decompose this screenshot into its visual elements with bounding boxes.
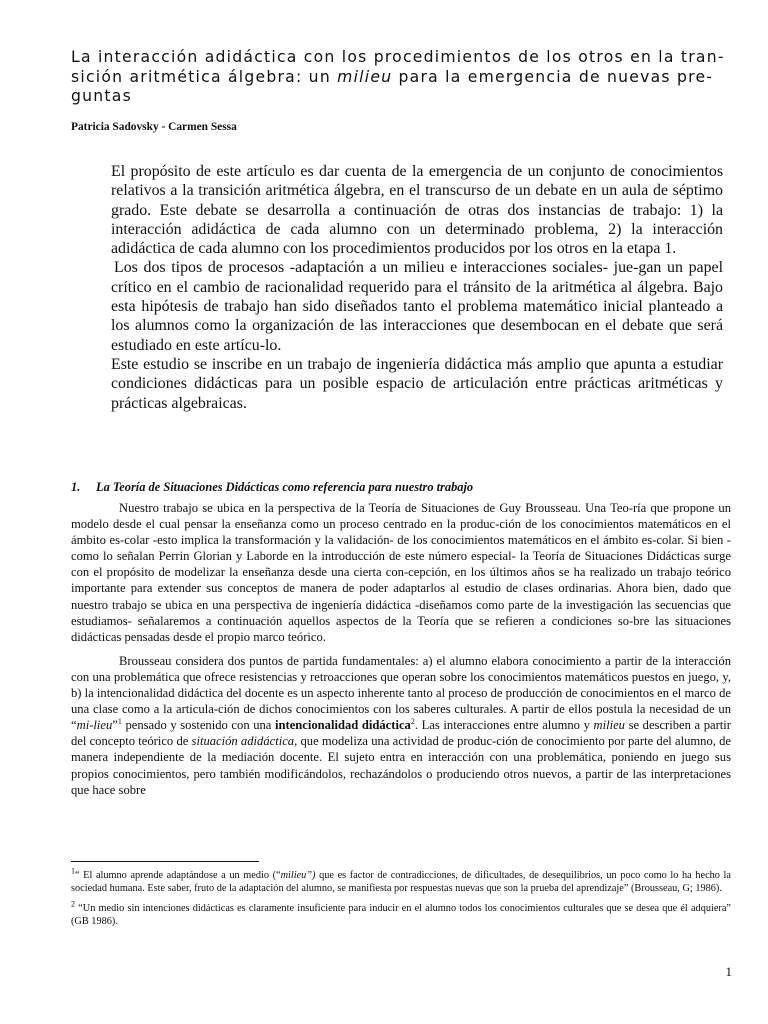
footnote-1-milieu: milieu”) [280,870,316,881]
page-number: 1 [725,964,732,979]
title-line-3: guntas [71,87,132,105]
section-heading [71,480,731,495]
footnote-1-mark: 1 [71,866,75,876]
footnote-ref-2[interactable]: 2 [410,717,415,727]
body-p2-milieu: mi-lieu [76,718,113,733]
body-p2-text-d: se describen a partir del concepto teórico de [71,718,731,749]
title-line-2a: sición aritmética álgebra: un [71,67,338,86]
authors: Patricia Sadovsky - Carmen Sessa [71,121,237,133]
body-p2-milieu-2: milieu [593,718,625,733]
footnote-2-mark: 2 [71,899,75,909]
title-milieu: milieu [337,67,393,86]
body-p2-situacion: situación adidáctica [191,734,295,749]
footnote-1 [71,866,731,895]
article-title [71,48,731,107]
abstract [111,162,723,413]
footnote-divider [71,861,259,862]
title-line-2b: para la emergencia de nuevas pre- [392,67,714,86]
abstract-paragraph-2: Los dos tipos de procesos -adaptación a un milieu e interacciones sociales- jue-gan un papel crítico en el cambio de racionalidad requerido para el tránsito de la aritmética al álgebra. Bajo esta hipótesis de trabajo han sido diseñados tanto el problema matemático inicial planteado a los alumnos como la organización de las interacciones que desembocan en el debate que será estudiado en este artícu-lo. [111,259,723,354]
body-p2-text-a: Brousseau considera dos puntos de partida fundamentales: a) el alumno elabora conocimiento a partir de la interacción con una problemática que ofrece resistencias y retroacciones que operan sobre los conocimientos matemáticos puestos en juego, y, b) la intencionalidad didáctica del docente es un aspecto inherente tanto al proceso de producción de conocimientos en el marco de una clase como a la articula-ción de dichos conocimientos con los saberes culturales. A partir de ellos postula la necesidad de un “ [71,653,731,733]
abstract-paragraph-1: El propósito de este artículo es dar cuenta de la emergencia de un conjunto de conocimientos relativos a la transición aritmética álgebra, en el transcurso de un debate en un aula de séptimo grado. Este debate se desarrolla a continuación de otras dos instancias de trabajo: 1) la interacción adidáctica de cada alumno con un determinado problema, 2) la interacción adidáctica de cada alumno con los procedimientos producidos por los otros en la etapa 1. [111,163,723,258]
section-number: 1. [71,480,81,494]
footnote-1-text-a: “ El alumno aprende adaptándose a un medio (“ [75,870,281,881]
footnote-2 [71,899,731,928]
body-p2-strong: intencionalidad didáctica [275,718,411,733]
body-p2-text-c: . Las interacciones entre alumno y [414,718,594,733]
body-p2-text-e: , que modeliza una actividad de produc-ción de conocimiento por parte del alumno, de manera independiente de la mediación docente. El sujeto entra en interacción con una problemática, poniendo en juego sus propios conocimientos, pero también modificándolos, rechazándolos o produciendo otros nuevos, a partir de las interpretaciones que hace sobre [71,734,732,797]
body-paragraph-1: Nuestro trabajo se ubica en la perspectiva de la Teoría de Situaciones de Guy Brousseau. Una Teo-ría que propone un modelo desde el cual pensar la enseñanza como un proceso centrado en la produc-ción de los conocimientos matemáticos en el ámbito es-colar -esto implica la transformación y la validación- de los conocimientos matemáticos en el ámbito es-colar. Si bien -como lo señalan Perrin Glorian y Laborde en la introducción de este número especial- la Teoría de Situaciones Didácticas surge con el propósito de modelizar la enseñanza desde una cierta con-cepción, en los últimos años se ha realizado un trabajo teórico importante para extender sus conceptos de manera de poder adaptarlos al estudio de clases ordinarias. Ahora bien, dado que nuestro trabajo se ubica en una perspectiva de ingeniería didáctica -diseñamos como parte de la investigación las secuencias que estudiamos- señalaremos a continuación aquellos aspectos de la Teoría que se refieren a condiciones so-bre las situaciones didácticas pensadas desde el propio marco teórico. [71,501,731,644]
abstract-paragraph-3: Este estudio se inscribe en un trabajo de ingeniería didáctica más amplio que apunta a estudiar condiciones didácticas para un posible espacio de articulación entre prácticas aritméticas y prácticas algebraicas. [111,355,723,412]
section-title: La Teoría de Situaciones Didácticas como referencia para nuestro trabajo [96,480,474,494]
body-text [71,500,731,798]
footnotes [71,866,731,928]
footnote-1-text-b: que es factor de contradicciones, de dificultades, de desequilibrios, un poco como lo ha hecho la sociedad humana. Este saber, fruto de la adaptación del alumno, se manifiesta por respuestas nuevas que son la prueba del aprendizaje” (Brousseau, G; 1986). [71,870,731,894]
footnote-ref-1[interactable]: 1 [117,717,122,727]
body-paragraph-2 [71,653,731,798]
body-p2-quote: ” [112,718,118,733]
title-line-1: La interacción adidáctica con los procedimientos de los otros en la tran- [71,48,725,66]
body-p2-text-b: pensado y sostenido con una [121,718,275,733]
footnote-2-text: “Un medio sin intenciones didácticas es claramente insuficiente para inducir en el alumno todos los conocimientos culturales que se desea que él adquiera” (GB 1986). [71,903,731,927]
